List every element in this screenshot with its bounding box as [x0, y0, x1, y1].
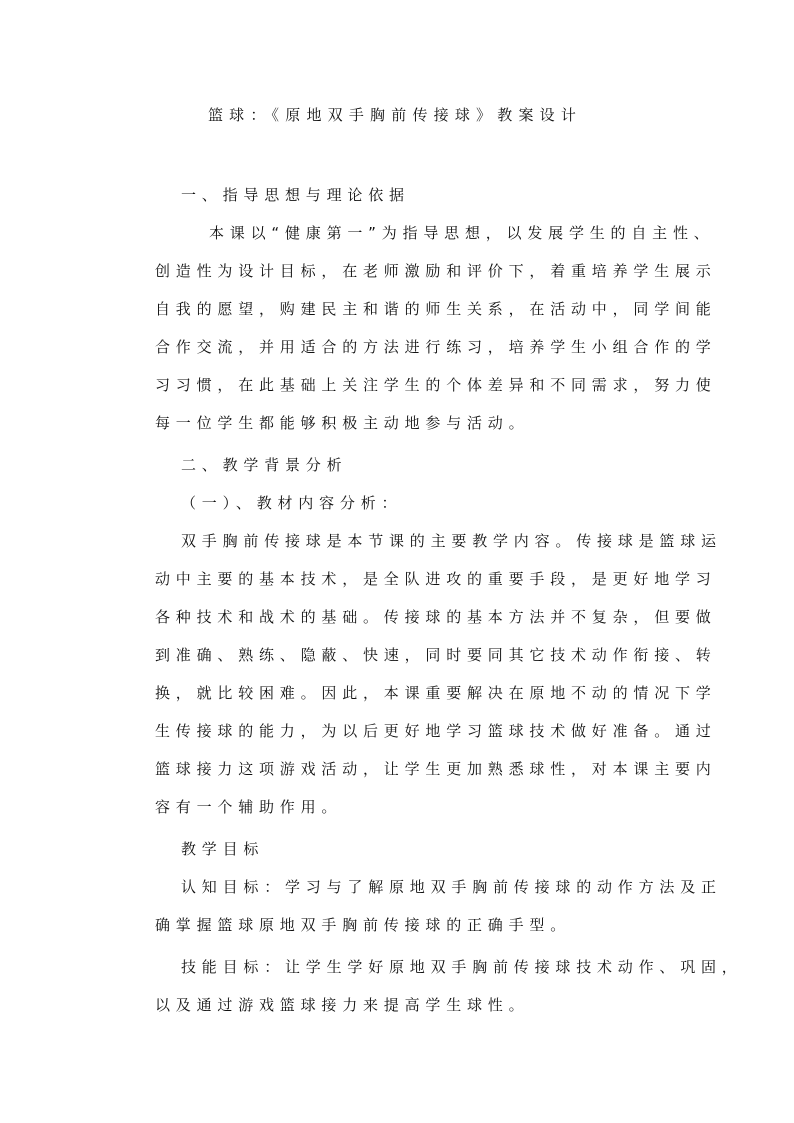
paragraph-line: 创造性为设计目标，在老师激励和评价下，着重培养学生展示 — [155, 262, 717, 280]
paragraph-line: 双手胸前传接球是本节课的主要教学内容。传接球是篮球运 — [181, 532, 722, 550]
paragraph-line: 到准确、熟练、隐蔽、快速，同时要同其它技术动作衔接、转 — [155, 646, 717, 664]
paragraph-line: 合作交流，并用适合的方法进行练习，培养学生小组合作的学 — [155, 338, 717, 356]
paragraph-line: 以及通过游戏篮球接力来提高学生球性。 — [155, 996, 530, 1014]
paragraph-line: 习习惯，在此基础上关注学生的个体差异和不同需求，努力使 — [155, 376, 717, 394]
section-heading-guiding-ideology: 一、指导思想与理论依据 — [181, 186, 410, 204]
paragraph-line: 容有一个辅助作用。 — [155, 798, 343, 816]
paragraph-line: 技能目标：让学生学好原地双手胸前传接球技术动作、巩固， — [181, 958, 743, 976]
paragraph-line: 每一位学生都能够积极主动地参与活动。 — [155, 414, 530, 432]
paragraph-line: 各种技术和战术的基础。传接球的基本方法并不复杂，但要做 — [155, 608, 717, 626]
section-heading-teaching-goals: 教学目标 — [181, 840, 265, 858]
document-title: 篮球：《原地双手胸前传接球》教案设计 — [207, 106, 583, 124]
paragraph-line: 自我的愿望，购建民主和谐的师生关系，在活动中，同学间能 — [155, 300, 717, 318]
subsection-heading-material-analysis: （一）、教材内容分析： — [181, 494, 403, 512]
paragraph-line: 生传接球的能力，为以后更好地学习篮球技术做好准备。通过 — [155, 722, 717, 740]
paragraph-line: 本课以“健康第一”为指导思想，以发展学生的自主性、 — [209, 224, 715, 242]
paragraph-line: 篮球接力这项游戏活动，让学生更加熟悉球性，对本课主要内 — [155, 760, 717, 778]
paragraph-line: 换，就比较困难。因此，本课重要解决在原地不动的情况下学 — [155, 684, 717, 702]
paragraph-line: 认知目标：学习与了解原地双手胸前传接球的动作方法及正 — [181, 878, 722, 896]
section-heading-teaching-background: 二、教学背景分析 — [181, 456, 348, 474]
paragraph-line: 确掌握篮球原地双手胸前传接球的正确手型。 — [155, 916, 572, 934]
paragraph-line: 动中主要的基本技术，是全队进攻的重要手段，是更好地学习 — [155, 570, 717, 588]
